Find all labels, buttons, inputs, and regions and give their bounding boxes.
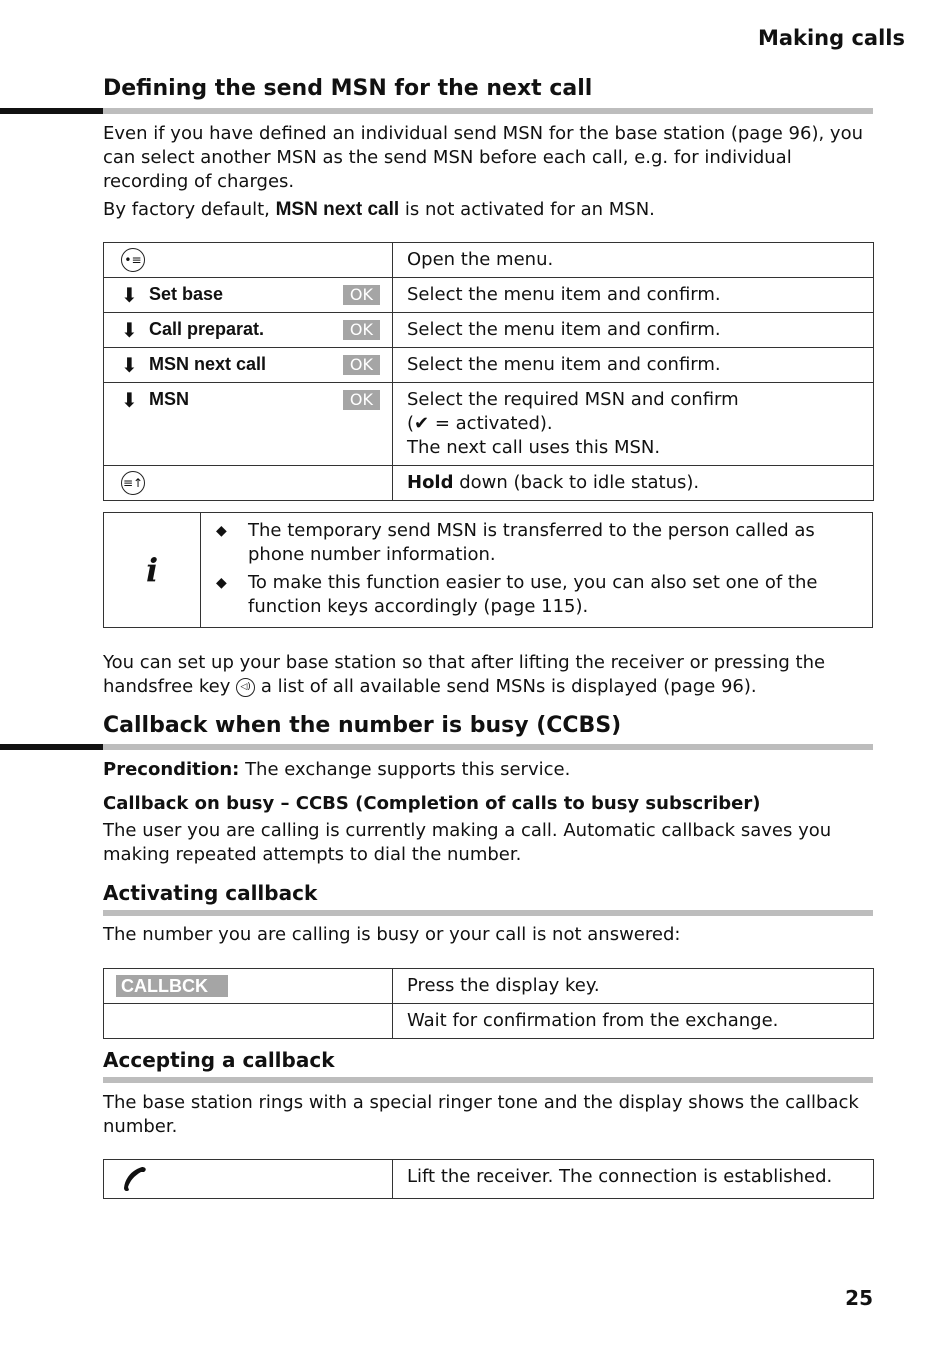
intro-paragraph: Even if you have defined an individual send MSN for the base station (page 96), you can select another MSN as the send MSN before each call, e.g. for individual recording of charges. <box>103 123 863 192</box>
activated-text: = activated). <box>429 413 553 434</box>
activating-text: The number you are calling is busy or your call is not answered: <box>103 924 681 945</box>
heading-rule <box>103 744 873 750</box>
info-box <box>103 512 873 628</box>
step-desc: Open the menu. <box>393 243 874 278</box>
hold-keyword: Hold <box>407 472 454 493</box>
menu-item-label: Call preparat. <box>149 319 265 339</box>
accept-steps-table <box>103 1159 874 1199</box>
heading-rule <box>103 108 873 114</box>
ccbs-subheading: Callback on busy – CCBS (Completion of calls to busy subscriber) <box>103 793 761 814</box>
arrow-down-icon: ⬇ <box>121 387 138 412</box>
ccbs-description: The user you are calling is currently making a call. Automatic callback saves you making repeated attempts to dial the number. <box>103 820 832 865</box>
arrow-down-icon: ⬇ <box>121 317 138 342</box>
menu-item-label: MSN next call <box>149 354 267 374</box>
table-row <box>104 466 874 501</box>
handsfree-text-pre: You can set up your base station so that after lifting the receiver or pressing the handsfree key <box>103 652 826 697</box>
step-note: The next call uses this MSN. <box>407 437 661 458</box>
msn-steps-table <box>103 242 874 501</box>
paren-open: ( <box>407 413 415 434</box>
heading-rule-accent <box>0 744 103 750</box>
handset-icon <box>120 1163 150 1193</box>
arrow-down-icon: ⬇ <box>121 282 138 307</box>
table-row <box>104 313 874 348</box>
info-bullet: ◆ To make this function easier to use, you can also set one of the function keys accordingly (page 115). <box>216 572 818 617</box>
handsfree-text-post: a list of all available send MSNs is displayed (page 96). <box>255 676 757 697</box>
factory-default-pre: By factory default, <box>103 199 276 220</box>
handsfree-paragraph <box>103 651 878 699</box>
ok-key: OK <box>343 355 380 375</box>
running-header: Making calls <box>757 26 905 50</box>
table-row <box>104 278 874 313</box>
page-number: 25 <box>845 1286 873 1310</box>
accepting-callback-title: Accepting a callback <box>103 1048 335 1072</box>
precondition-label: Precondition: <box>103 759 240 780</box>
diamond-bullet-icon: ◆ <box>216 575 227 591</box>
factory-default-paragraph <box>103 198 878 222</box>
table-row <box>104 348 874 383</box>
table-row <box>104 243 874 278</box>
ok-key: OK <box>343 390 380 410</box>
menu-icon: •≡ <box>121 248 145 272</box>
precondition-text: The exchange supports this service. <box>239 759 571 780</box>
diamond-bullet-icon: ◆ <box>216 523 227 539</box>
menu-item-label: MSN <box>149 389 189 409</box>
end-key-icon: ≡↑ <box>121 471 145 495</box>
precondition-paragraph <box>103 758 878 782</box>
info-bullet: ◆ The temporary send MSN is transferred to the person called as phone number information. <box>216 520 815 565</box>
checkmark-icon: ✔ <box>414 413 430 434</box>
menu-item-label: Set base <box>149 284 224 304</box>
ok-key: OK <box>343 320 380 340</box>
heading-rule <box>103 910 873 916</box>
step-desc: down (back to idle status). <box>453 472 700 493</box>
table-row <box>104 1004 874 1039</box>
callback-steps-table <box>103 968 874 1039</box>
table-row <box>104 383 874 466</box>
step-desc: Wait for confirmation from the exchange. <box>393 1004 874 1039</box>
accepting-text: The base station rings with a special ringer tone and the display shows the callback number. <box>103 1092 859 1137</box>
step-desc: Select the menu item and confirm. <box>393 313 874 348</box>
arrow-down-icon: ⬇ <box>121 352 138 377</box>
table-row <box>104 1160 874 1199</box>
section-title-send-msn: Defining the send MSN for the next call <box>103 76 593 101</box>
factory-default-post: is not activated for an MSN. <box>399 199 655 220</box>
heading-rule-accent <box>0 108 103 114</box>
step-desc: Select the menu item and confirm. <box>393 278 874 313</box>
info-icon: i <box>146 551 159 589</box>
activating-callback-title: Activating callback <box>103 881 318 905</box>
speaker-key-icon: ◁) <box>236 678 255 697</box>
step-desc: Press the display key. <box>393 969 874 1004</box>
step-desc: Select the menu item and confirm. <box>393 348 874 383</box>
step-desc: Lift the receiver. The connection is established. <box>393 1160 874 1199</box>
heading-rule <box>103 1077 873 1083</box>
table-row <box>104 969 874 1004</box>
step-desc: Select the required MSN and confirm <box>407 389 739 410</box>
section-title-ccbs: Callback when the number is busy (CCBS) <box>103 713 622 738</box>
callbck-display-key: CALLBCK <box>116 975 228 997</box>
ok-key: OK <box>343 285 380 305</box>
msn-next-call-keyword: MSN next call <box>275 199 400 220</box>
